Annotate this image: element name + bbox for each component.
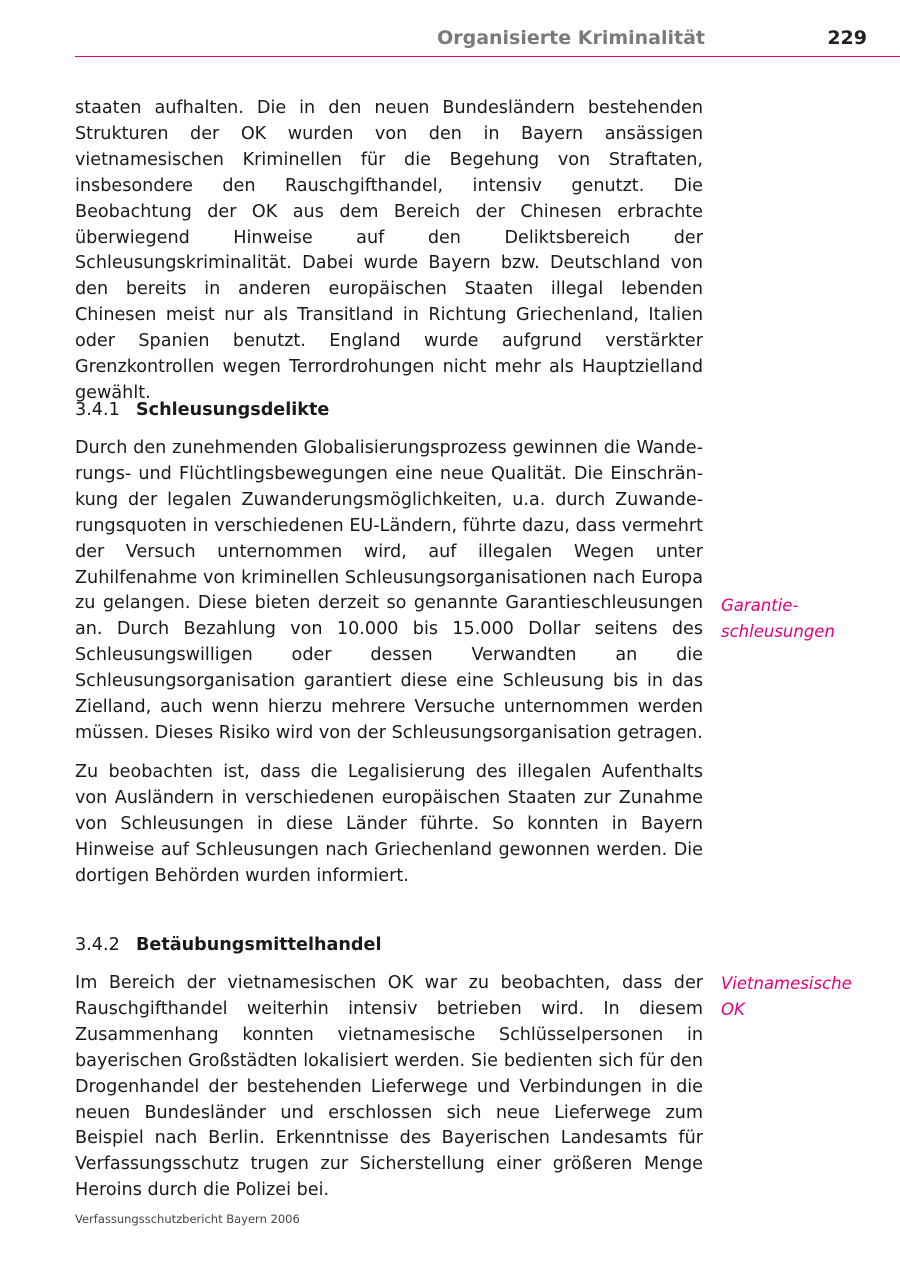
- section-heading-342: [75, 932, 382, 958]
- section-title: Schleusungsdelikte: [136, 400, 330, 420]
- section-number: 3.4.1: [75, 400, 120, 420]
- section-body-342: [75, 971, 703, 1204]
- intro-paragraph: staaten aufhalten. Die in den neuen Bundesländern bestehenden Strukturen der OK wurden von den in Bayern ansässigen vietnamesischen Kriminellen für die Begehung von Straftaten, insbesondere den Rauschgifthandel, intensiv genutzt. Die Beobachtung der OK aus dem Bereich der Chinesen erbrachte überwiegend Hinweise auf den Deliktsbereich der Schleusungskriminalität. Dabei wurde Bayern bzw. Deutschland von den bereits in anderen europäischen Staaten illegal lebenden Chinesen meist nur als Transitland in Richtung Griechenland, Italien oder Spanien benutzt. England wurde aufgrund verstärkter Grenzkontrollen wegen Terrordrohungen nicht mehr als Hauptzielland gewählt.: [75, 98, 703, 403]
- section-body-341: [75, 436, 703, 889]
- margin-note-vietnamesische-ok: Vietnamesische OK: [721, 974, 852, 1019]
- header-divider: [75, 56, 900, 57]
- intro-block: [75, 96, 703, 407]
- paragraph: Im Bereich der vietnamesischen OK war zu beobachten, dass der Rauschgifthandel weiterhin intensiv betrieben wird. In diesem Zusammenhang konnten vietnamesische Schlüsselpersonen in bayerischen Großstädten lokalisiert werden. Sie bedienten sich für den Drogenhandel der bestehenden Lieferwege und Verbindungen in die neuen Bundesländer und erschlossen sich neue Lieferwege zum Beispiel nach Berlin. Erkenntnisse des Bayerischen Landesamts für Verfassungsschutz trugen zur Sicherstellung einer größeren Menge Heroins durch die Polizei bei.: [75, 973, 703, 1201]
- paragraph: Durch den zunehmenden Globalisierungsprozess gewinnen die Wanderungs- und Flüchtlingsbewegungen eine neue Qualität. Die Einschränkung der legalen Zuwanderungsmöglichkeiten, u.a. durch Zuwanderungsquoten in verschiedenen EU-Ländern, führte dazu, dass vermehrt der Versuch unternommen wird, auf illegalen Wegen unter Zuhilfenahme von kriminellen Schleusungsorganisationen nach Europa zu gelangen. Diese bieten derzeit so genannte Garantieschleusungen an. Durch Bezahlung von 10.000 bis 15.000 Dollar seitens des Schleusungswilligen oder dessen Verwandten an die Schleusungsorganisation garantiert diese eine Schleusung bis in das Zielland, auch wenn hierzu mehrere Versuche unternommen werden müssen. Dieses Risiko wird von der Schleusungsorganisation getragen.: [75, 438, 703, 743]
- section-heading-341: [75, 397, 329, 423]
- header-title: Organisierte Kriminalität: [437, 27, 705, 49]
- section-title: Betäubungsmittelhandel: [136, 935, 382, 955]
- footer-text: Verfassungsschutzbericht Bayern 2006: [75, 1212, 300, 1226]
- paragraph: Zu beobachten ist, dass die Legalisierung des illegalen Aufenthalts von Ausländern in verschiedenen europäischen Staaten zur Zunahme von Schleusungen in diese Länder führte. So konnten in Bayern Hinweise auf Schleusungen nach Griechenland gewonnen werden. Die dortigen Behörden wurden informiert.: [75, 761, 703, 886]
- page-number: 229: [827, 27, 867, 49]
- section-number: 3.4.2: [75, 935, 120, 955]
- margin-note-garantieschleusungen: Garantie- schleusungen: [721, 596, 835, 641]
